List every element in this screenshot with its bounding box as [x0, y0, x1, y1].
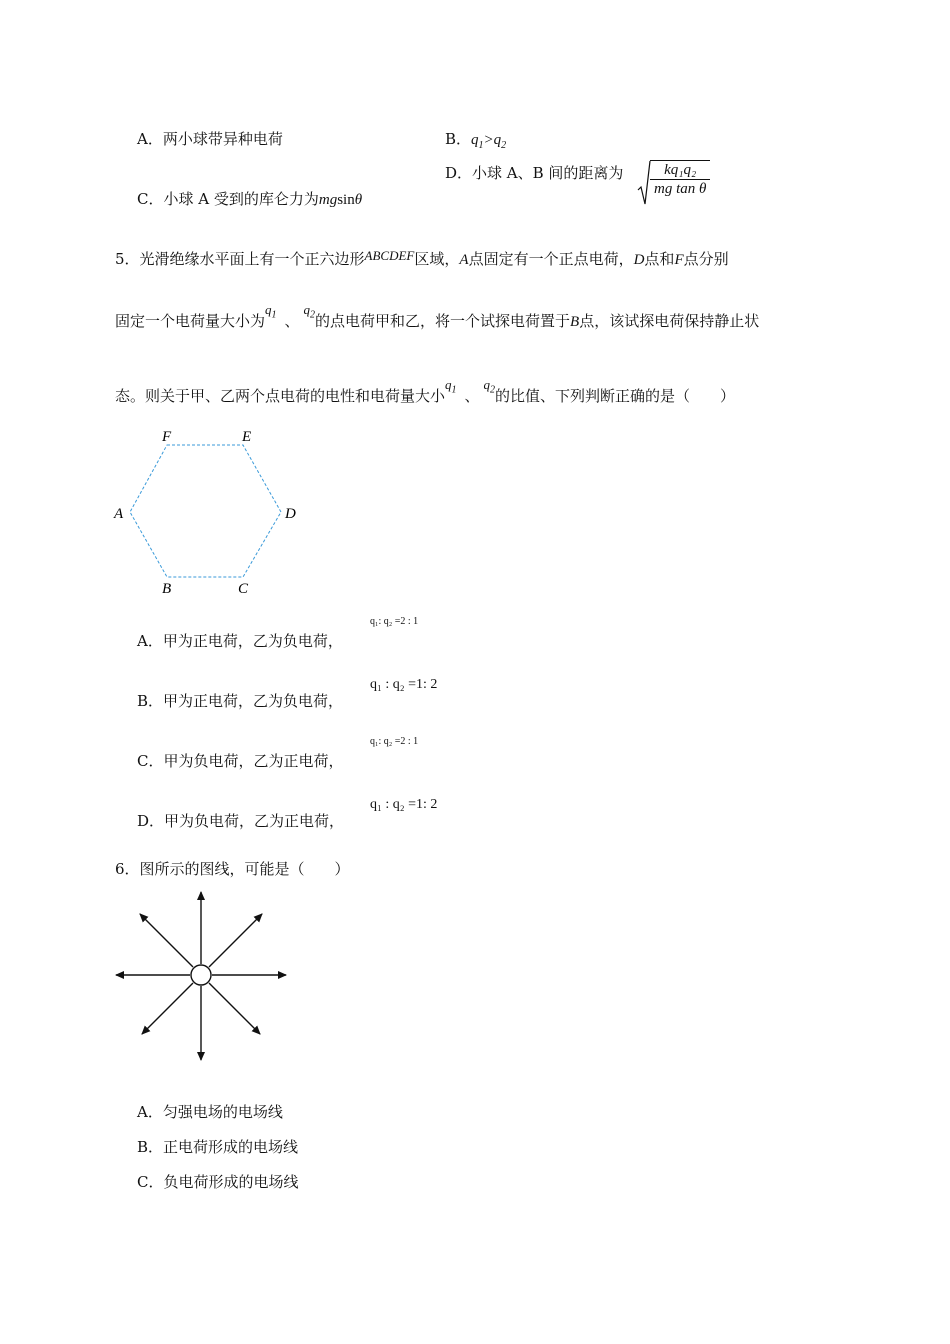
- q4-option-b-expr: $q_1>q_2$: [471, 132, 507, 151]
- hex-label-b: B: [162, 581, 172, 597]
- hex-label-f: F: [162, 429, 172, 445]
- q5-option-b: B．甲为正电荷，乙为负电荷，: [137, 692, 344, 710]
- field-lines-figure: [112, 888, 292, 1066]
- radical-sign-icon: [637, 160, 651, 206]
- hex-label-e: E: [242, 429, 252, 445]
- field-line-down-right: [209, 983, 260, 1034]
- q6-option-a: A．匀强电场的电场线: [137, 1103, 283, 1121]
- hexagon-name: ABCDEF: [364, 248, 415, 263]
- q6-option-c: C．负电荷形成的电场线: [137, 1173, 299, 1191]
- q5-option-a: A．甲为正电荷，乙为负电荷，: [137, 632, 343, 650]
- q4-option-b: [445, 128, 506, 151]
- hex-label-d: D: [285, 506, 296, 522]
- q5-option-d-ratio: q₁ : q₂ =1: 2: [370, 797, 438, 812]
- q5-stem-line1: 5．光滑绝缘水平面上有一个正六边形ABCDEF区域，A点固定有一个正点电荷，D点和F点分别: [115, 248, 729, 268]
- q4-option-d: [445, 162, 707, 197]
- charge-circle-icon: [191, 965, 211, 985]
- q4-option-c: [137, 188, 362, 209]
- q5-option-b-ratio: q₁ : q₂ =1: 2: [370, 677, 438, 692]
- q6-stem: 6．图所示的图线，可能是（ ）: [115, 860, 350, 878]
- q6-option-b: B．正电荷形成的电场线: [137, 1138, 299, 1156]
- q4-option-a: A．两小球带异种电荷: [137, 130, 283, 148]
- q4-option-c-var: θ: [354, 192, 363, 208]
- q5-option-d: D．甲为负电荷，乙为正电荷，: [137, 812, 345, 830]
- field-line-down-left: [142, 983, 193, 1034]
- q4-option-c-mg: mg: [318, 192, 338, 208]
- q4-option-c-text: C．小球 A 受到的库仑力为: [137, 190, 319, 208]
- hexagon-figure: [110, 425, 310, 600]
- hex-label-c: C: [238, 581, 249, 597]
- q4-option-d-numerator: kq₁q₂: [650, 161, 710, 180]
- q4-option-b-label: B．: [445, 130, 472, 148]
- q5-stem-line3: 态。则关于甲、乙两个点电荷的电性和电荷量大小$q_1$ 、$q_2$的比值、下列判断正确的是（ ）: [115, 377, 736, 405]
- hexagon-outline: [130, 445, 281, 577]
- hex-label-a: A: [114, 506, 124, 522]
- q5-option-a-ratio: q₁: q₂ =2 : 1: [370, 616, 419, 627]
- field-line-up-left: [140, 914, 193, 967]
- q5-stem-line2: 固定一个电荷量大小为$q_1$ 、$q_2$的点电荷甲和乙，将一个试探电荷置于B点，该试探电荷保持静止状: [115, 302, 760, 330]
- q4-option-d-sqrt: [637, 160, 710, 198]
- q5-option-c: C．甲为负电荷，乙为正电荷，: [137, 752, 344, 770]
- q4-option-c-fn: sin: [337, 192, 355, 208]
- field-line-up-right: [209, 914, 262, 967]
- q4-option-d-text: D．小球 A、B 间的距离为: [445, 164, 624, 182]
- q5-option-c-ratio: q₁: q₂ =2 : 1: [370, 736, 419, 747]
- q4-option-d-denominator: mg tan θ: [654, 181, 707, 197]
